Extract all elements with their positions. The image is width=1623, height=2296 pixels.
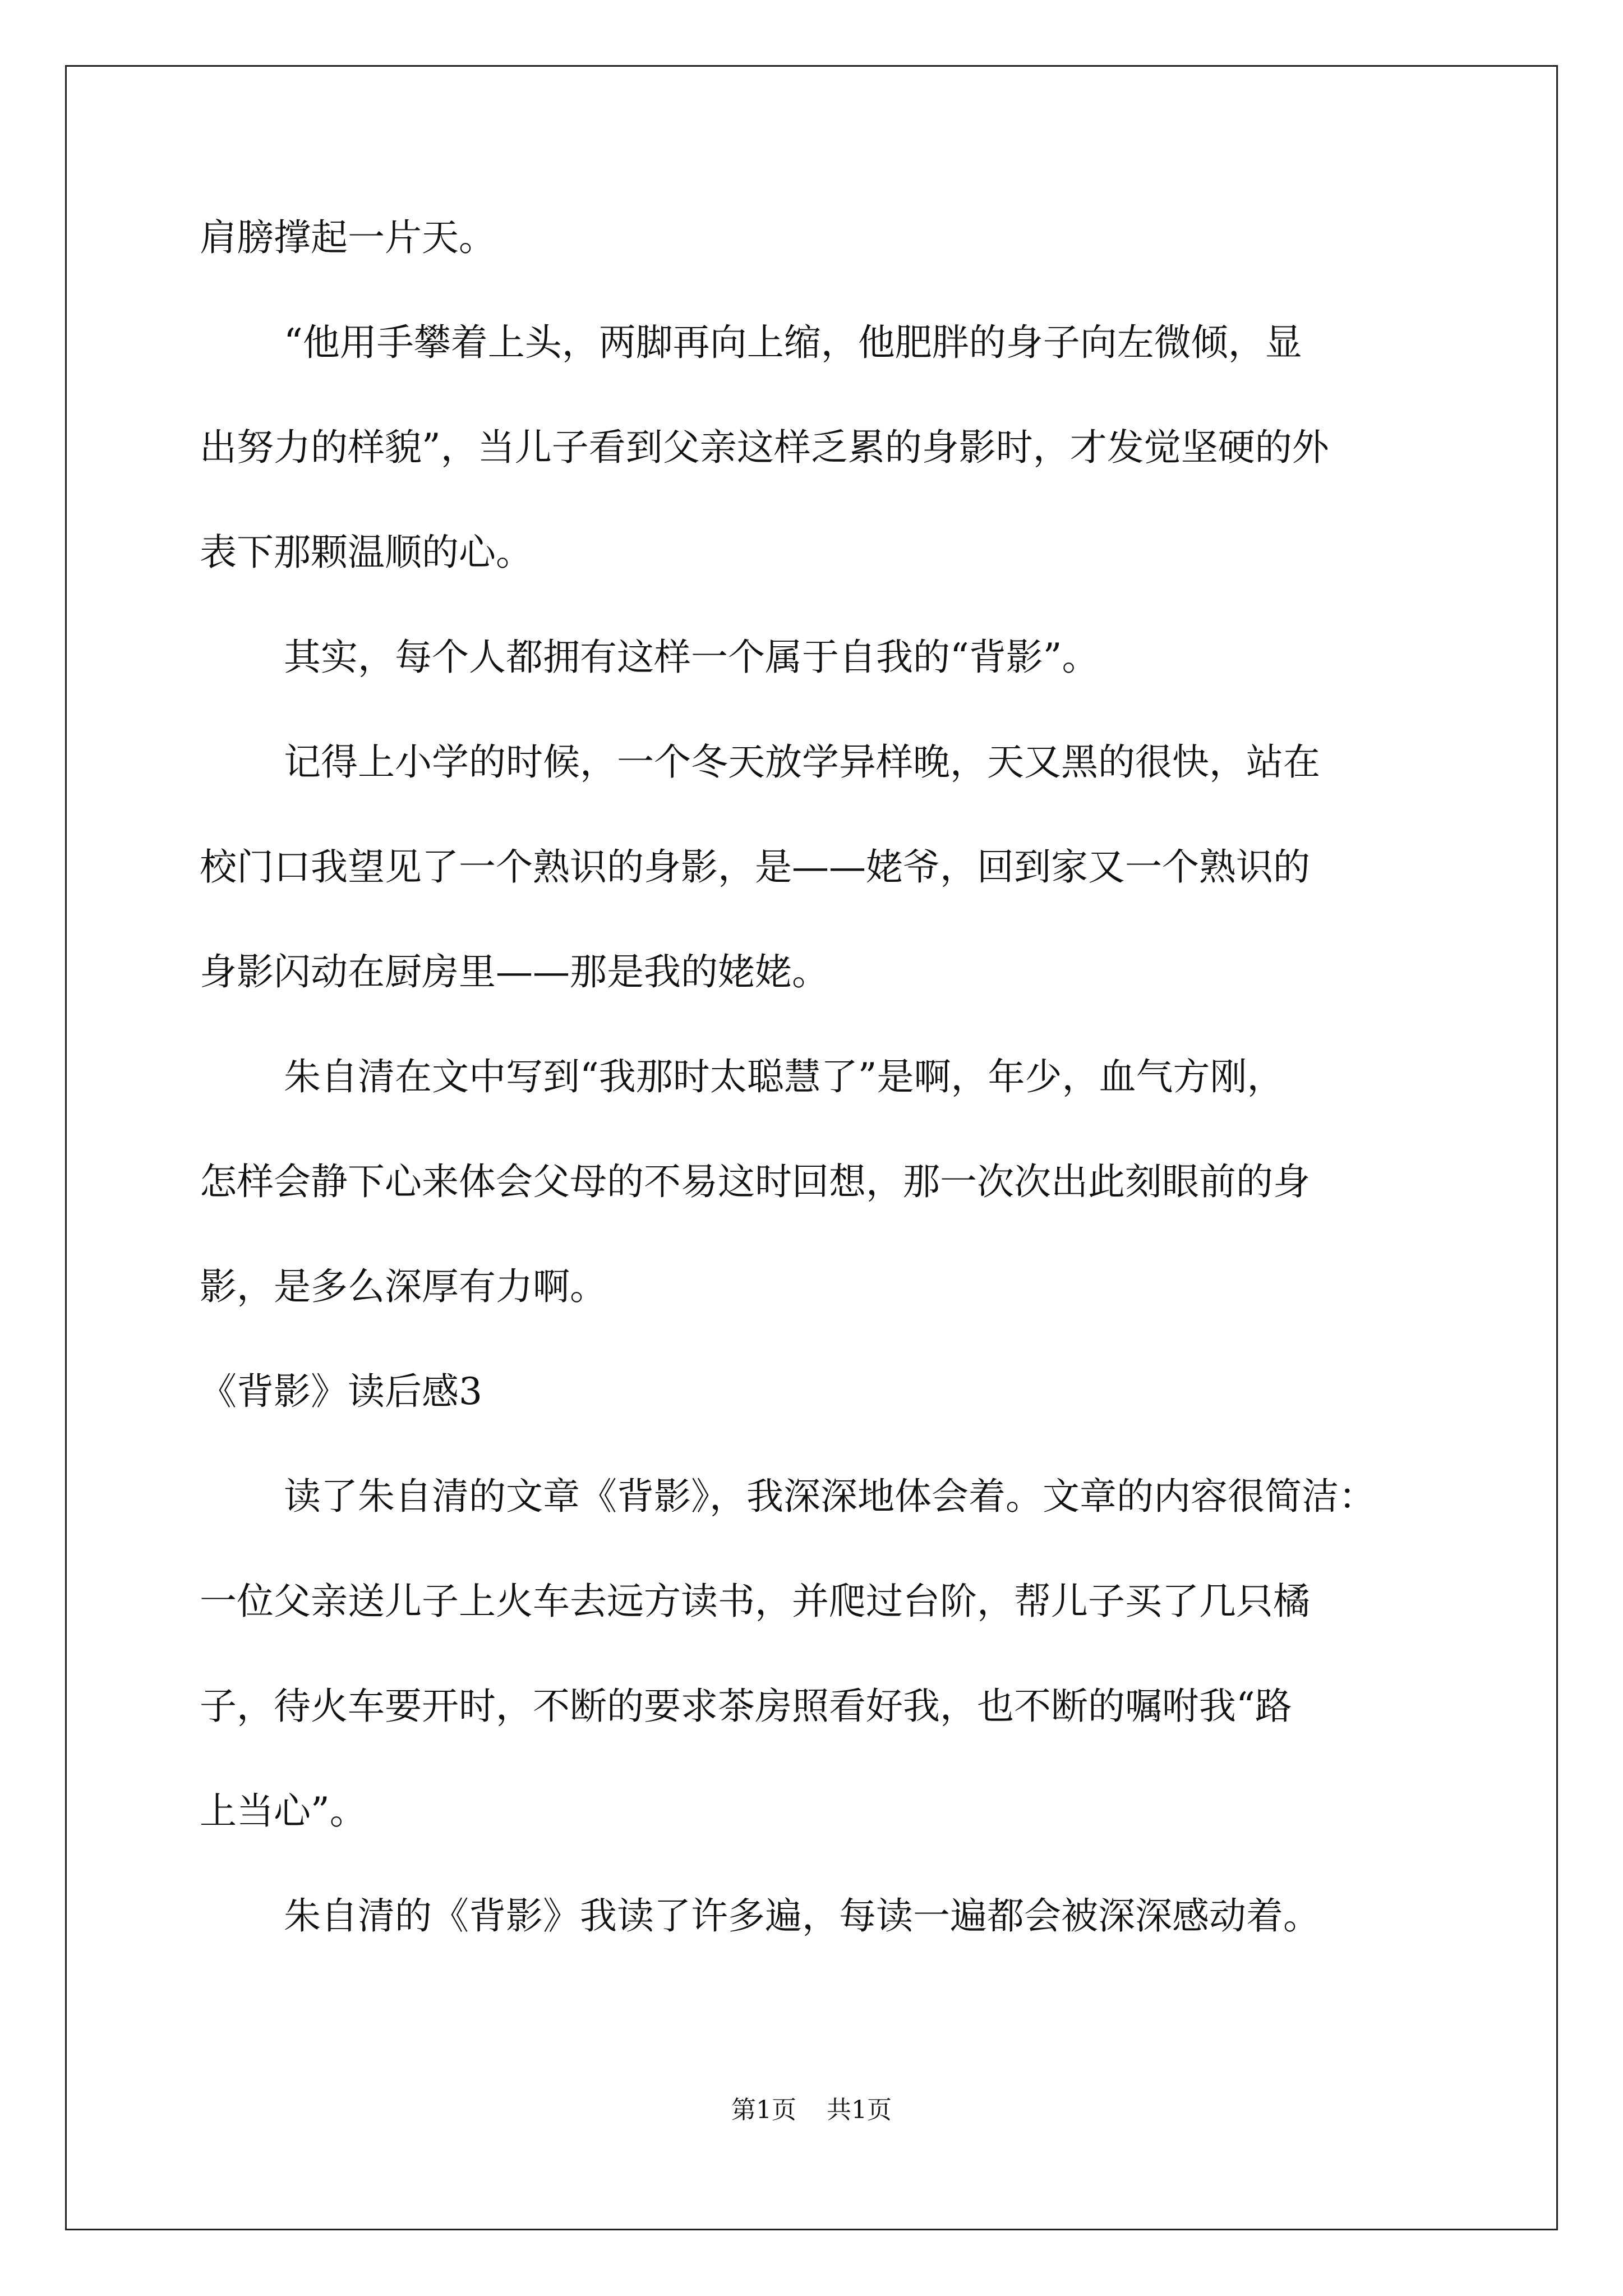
text-line: 上当心”。 bbox=[200, 1789, 367, 1833]
text-line: 怎样会静下心来体会父母的不易这时回想，那一次次出此刻眼前的身 bbox=[200, 1160, 1310, 1203]
page-total: 共1页 bbox=[827, 2096, 892, 2124]
text-line: 记得上小学的时候，一个冬天放学异样晚，天又黑的很快，站在 bbox=[284, 740, 1320, 784]
text-line: 朱自清在文中写到“我那时太聪慧了”是啊，年少，血气方刚， bbox=[284, 1055, 1284, 1098]
section-heading: 《背影》读后感3 bbox=[200, 1370, 482, 1413]
page-footer bbox=[0, 2093, 1623, 2127]
text-line: 身影闪动在厨房里——那是我的姥姥。 bbox=[200, 950, 829, 993]
page-number: 第1页 bbox=[731, 2096, 796, 2124]
text-line: 其实，每个人都拥有这样一个属于自我的“背影”。 bbox=[284, 636, 1099, 679]
text-line: 肩膀撑起一片天。 bbox=[200, 216, 496, 259]
text-line: 子，待火车要开时，不断的要求茶房照看好我，也不断的嘱咐我“路 bbox=[200, 1685, 1292, 1728]
text-line: 表下那颗温顺的心。 bbox=[200, 531, 533, 574]
text-line: “他用手攀着上头，两脚再向上缩，他肥胖的身子向左微倾，显 bbox=[284, 321, 1302, 364]
document-body bbox=[200, 185, 1433, 1968]
text-line: 影，是多么深厚有力啊。 bbox=[200, 1265, 607, 1308]
text-line: 读了朱自清的文章《背影》，我深深地体会着。文章的内容很简洁： bbox=[284, 1475, 1376, 1518]
text-line: 一位父亲送儿子上火车去远方读书，并爬过台阶，帮儿子买了几只橘 bbox=[200, 1580, 1310, 1623]
text-line: 校门口我望见了一个熟识的身影，是——姥爷，回到家又一个熟识的 bbox=[200, 845, 1310, 889]
text-line: 朱自清的《背影》我读了许多遍，每读一遍都会被深深感动着。 bbox=[284, 1894, 1320, 1938]
text-line: 出努力的样貌”，当儿子看到父亲这样乏累的身影时，才发觉坚硬的外 bbox=[200, 426, 1329, 469]
